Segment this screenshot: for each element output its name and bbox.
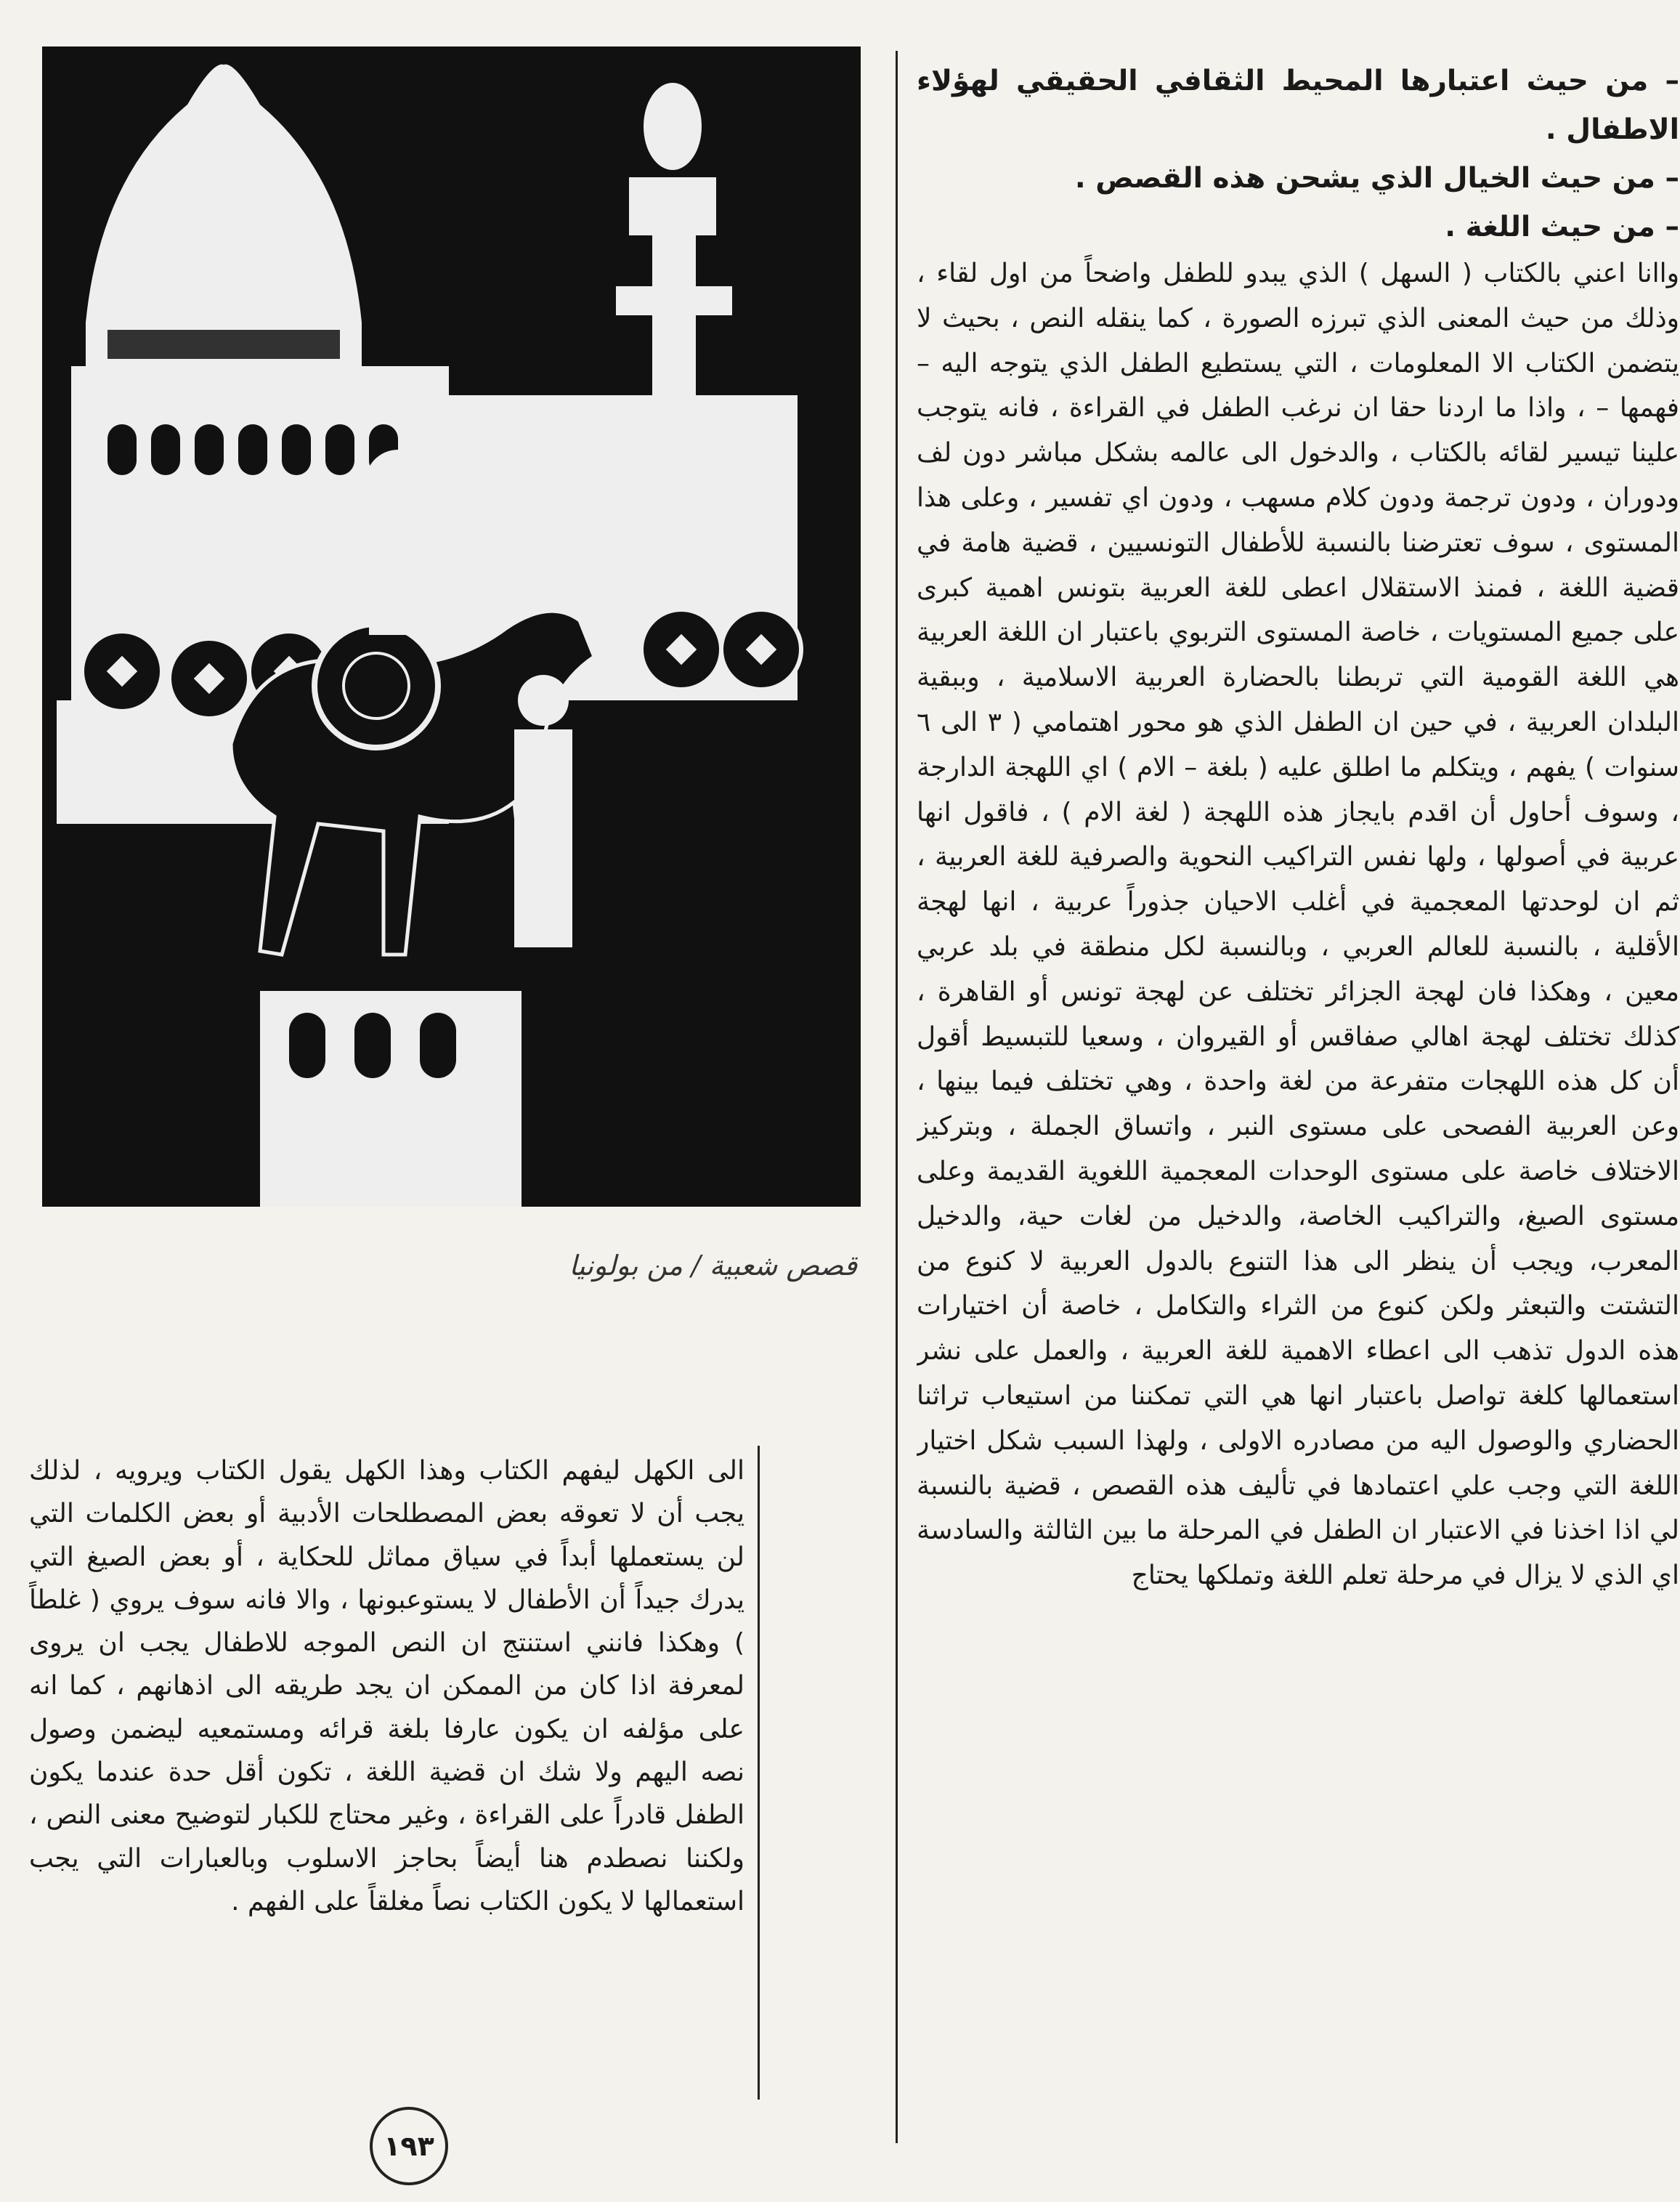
page-number: ١٩٣ — [370, 2107, 448, 2185]
left-column — [29, 1449, 744, 2089]
folk-illustration — [42, 46, 861, 1207]
left-column-rule — [758, 1446, 760, 2100]
article-heading-2: – من حيث الخيال الذي يشحن هذه القصص . — [1074, 162, 1679, 195]
illustration-caption: قصص شعبية / من بولونيا — [569, 1250, 857, 1282]
rider-shield — [315, 624, 438, 748]
right-column — [917, 57, 1679, 2149]
left-body-text: الى الكهل ليفهم الكتاب وهذا الكهل يقول الكتاب ويرويه ، لذلك يجب أن لا تعوقه بعض المصطلحات الأدبية أو بعض الكلمات التي لن يستعملها أبداً في سياق مماثل للحكاية ، أو بعض الصيغ التي يدرك جيداً أن الأطفال لا يستوعبونها ، والا فانه سوف يروي ( غلطاً ) وهكذا فانني استنتج ان النص الموجه للاطفال يجب ان يروى لمعرفة اذا كان من الممكن ان يجد طريقه الى اذهانهم ، كما انه على مؤلفه ان يكون عارفا بلغة قرائه ومستمعيه ليضمن وصول نصه اليهم ولا شك ان قضية اللغة ، تكون أقل حدة عندما يكون الطفل قادراً على القراءة ، وغير محتاج للكبار لتوضيح معنى النص ، ولكننا نصطدم هنا أيضاً بحاجز الاسلوب وبالعبارات التي يجب استعمالها لا يكون الكتاب نصاً مغلقاً على الفهم . — [29, 1456, 744, 1916]
article-heading-3: – من حيث اللغة . — [1445, 211, 1679, 243]
article-heading-1: – من حيث اعتبارها المحيط الثقافي الحقيقي لهؤلاء الاطفال . — [917, 65, 1679, 146]
rider-figure — [369, 511, 434, 635]
illustration-art — [42, 46, 861, 1207]
column-divider — [896, 51, 898, 2143]
right-body-text: واانا اعني بالكتاب ( السهل ) الذي يبدو للطفل واضحاً من اول لقاء ، وذلك من حيث المعنى الذي تبرزه الصورة ، كما ينقله النص ، بحيث لا يتضمن الكتاب الا المعلومات ، التي يستطيع الطفل الذي يتوجه اليه – فهمها – ، واذا ما اردنا حقا ان نرغب الطفل في القراءة ، فانه يتوجب علينا تيسير لقائه بالكتاب ، والدخول الى عالمه بشكل مباشر دون لف ودوران ، ودون ترجمة ودون كلام مسهب ، ودون اي تفسير ، وعلى هذا المستوى ، سوف تعترضنا بالنسبة للأطفال التونسيين ، قضية هامة في قضية اللغة ، فمنذ الاستقلال اعطى للغة العربية بتونس اهمية كبرى على جميع المستويات ، خاصة المستوى التربوي باعتبار ان اللغة العربية هي اللغة القومية التي تربطنا بالحضارة العربية الاسلامية ، وببقية البلدان العربية ، في حين ان الطفل الذي هو محور اهتمامي ( ٣ الى ٦ سنوات ) يفهم ، ويتكلم ما اطلق عليه ( بلغة – الام ) اي اللهجة الدارجة ، وسوف أحاول أن اقدم بايجاز هذه اللهجة ( لغة الام ) ، فاقول انها عربية في أصولها ، ولها نفس التراكيب النحوية والصرفية للغة العربية ، ثم ان لوحدتها المعجمية في أغلب الاحيان جذوراً عربية ، انها لهجة الأقلية ، بالنسبة للعالم العربي ، وبالنسبة لكل منطقة في بلد عربي معين ، وهكذا فان لهجة الجزائر تختلف عن لهجة تونس أو القاهرة ، كذلك تختلف لهجة اهالي صفاقس أو القيروان ، وسعيا للتبسيط أقول أن كل هذه اللهجات متفرعة من لغة واحدة ، وهي تختلف فيما بينها ، وعن العربية الفصحى على مستوى النبر ، واتساق الجملة ، وبتركيز الاختلاف خاصة على مستوى الوحدات المعجمية اللغوية القديمة وعلى مستوى الصيغ، والتراكيب الخاصة، والدخيل من لغات حية، والدخيل المعرب، ويجب أن ينظر الى هذا التنوع بالدول العربية لا كنوع من التشتت والتبعثر ولكن كنوع من الثراء والتكامل ، خاصة أن اختيارات هذه الدول تذهب الى اعطاء الاهمية للغة العربية ، والعمل على نشر استعمالها كلغة تواصل باعتبار انها هي التي تمكننا من استيعاب تراثنا الحضاري والوصول اليه من مصادره الاولى ، ولهذا السبب شكل اختيار اللغة التي وجب علي اعتمادها في تأليف هذه القصص ، قضية بالنسبة لي اذا اخذنا في الاعتبار ان الطفل في المرحلة ما بين الثالثة والسادسة اي الذي لا يزال في مرحلة تعلم اللغة وتملكها يحتاج — [917, 259, 1679, 1591]
standing-figure — [514, 729, 572, 947]
minaret — [652, 206, 696, 642]
